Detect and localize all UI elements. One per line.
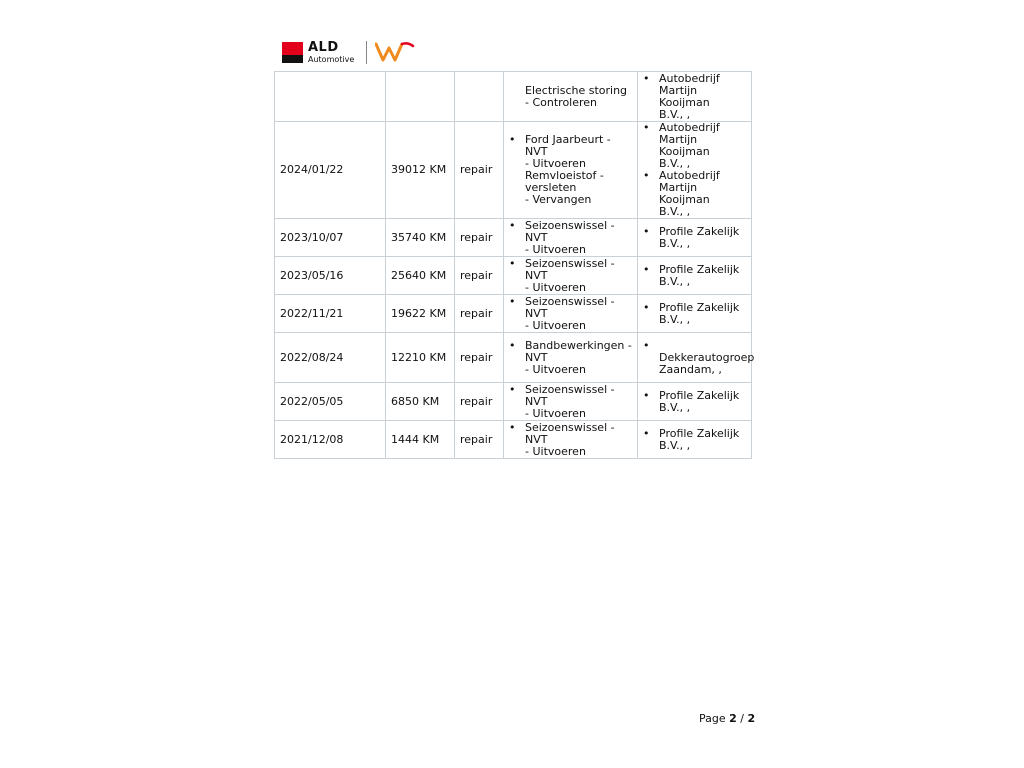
garage-list [643, 226, 746, 250]
garage-item: • Profile Zakelijk B.V., , [643, 264, 746, 288]
table-row [275, 333, 752, 383]
mileage-cell [386, 72, 455, 122]
page-label: Page [699, 712, 726, 725]
work-item: • Bandbewerkingen - NVT - Uitvoeren [509, 340, 632, 376]
mileage-cell: 35740 KM [386, 219, 455, 257]
garage-cell [638, 333, 755, 383]
maintenance-history-table [274, 71, 755, 459]
work-item: • Seizoenswissel - NVT - Uitvoeren [509, 258, 632, 294]
work-list [509, 296, 632, 332]
garage-item: • Profile Zakelijk B.V., , [643, 226, 746, 250]
work-item: Remvloeistof - versleten - Vervangen [525, 169, 604, 206]
garage-list [643, 390, 746, 414]
garage-list [643, 73, 746, 121]
date-cell: 2022/11/21 [275, 295, 386, 333]
garage-cell [638, 421, 752, 459]
garage-list [643, 302, 746, 326]
work-list [509, 384, 632, 420]
type-cell: repair [455, 295, 504, 333]
page-header [282, 40, 482, 66]
type-cell: repair [455, 421, 504, 459]
garage-cell [638, 72, 752, 122]
garage-cell [638, 383, 752, 421]
work-list [509, 340, 632, 376]
work-cell [504, 257, 638, 295]
work-list [509, 134, 632, 206]
garage-cell [638, 257, 752, 295]
work-item: • Seizoenswissel - NVT - Uitvoeren [509, 296, 632, 332]
work-cell [504, 122, 638, 219]
garage-item: • Profile Zakelijk B.V., , [643, 302, 746, 326]
date-cell [275, 72, 386, 122]
date-cell: 2022/08/24 [275, 333, 386, 383]
table-row [275, 122, 752, 219]
date-cell: 2023/10/07 [275, 219, 386, 257]
work-list [509, 258, 632, 294]
table-row [275, 257, 752, 295]
garage-item: • Profile Zakelijk B.V., , [643, 390, 746, 414]
garage-item: • Autobedrijf Martijn Kooijman B.V., , [643, 73, 746, 121]
mileage-cell: 39012 KM [386, 122, 455, 219]
table-row [275, 383, 752, 421]
date-cell: 2023/05/16 [275, 257, 386, 295]
work-cell [504, 219, 638, 257]
date-cell: 2024/01/22 [275, 122, 386, 219]
page-current: 2 [729, 712, 737, 725]
mileage-cell: 25640 KM [386, 257, 455, 295]
work-cell [504, 421, 638, 459]
garage-item: • Autobedrijf Martijn Kooijman B.V., , [643, 170, 746, 218]
page-number [699, 712, 755, 725]
work-list [509, 220, 632, 256]
table-row [275, 72, 752, 122]
ald-logo-text: ALD [308, 40, 339, 55]
type-cell: repair [455, 122, 504, 219]
date-cell: 2022/05/05 [275, 383, 386, 421]
type-cell: repair [455, 257, 504, 295]
work-item: • Ford Jaarbeurt - NVT - Uitvoeren [509, 134, 632, 170]
work-item: • Seizoenswissel - NVT - Uitvoeren [509, 220, 632, 256]
page-total: 2 [747, 712, 756, 725]
ald-logo-subtext: Automotive [308, 55, 355, 64]
garage-cell [638, 122, 752, 219]
garage-item: • Dekkerautogroep Zaandam, , [643, 340, 746, 376]
garage-list [643, 340, 755, 376]
type-cell: repair [455, 219, 504, 257]
mileage-cell: 1444 KM [386, 421, 455, 459]
ald-logo-mark [282, 42, 303, 63]
work-list [509, 422, 632, 458]
work-list [509, 85, 632, 109]
work-cell [504, 295, 638, 333]
table-row [275, 295, 752, 333]
date-cell: 2021/12/08 [275, 421, 386, 459]
table-row [275, 219, 752, 257]
work-cell [504, 72, 638, 122]
work-cell [504, 333, 638, 383]
garage-cell [638, 219, 752, 257]
garage-list [643, 122, 746, 218]
work-item: Electrische storing - Controleren [525, 83, 628, 109]
garage-item: • Autobedrijf Martijn Kooijman B.V., , [643, 122, 746, 170]
garage-item: • Profile Zakelijk B.V., , [643, 428, 746, 452]
work-cell [504, 383, 638, 421]
type-cell [455, 72, 504, 122]
garage-list [643, 428, 746, 452]
garage-list [643, 264, 746, 288]
type-cell: repair [455, 333, 504, 383]
work-item: • Seizoenswissel - NVT - Uitvoeren [509, 422, 632, 458]
logo-divider [366, 41, 367, 64]
page-separator: / [740, 712, 745, 725]
mileage-cell: 19622 KM [386, 295, 455, 333]
work-item: • Seizoenswissel - NVT - Uitvoeren [509, 384, 632, 420]
table-row [275, 421, 752, 459]
mileage-cell: 12210 KM [386, 333, 455, 383]
type-cell: repair [455, 383, 504, 421]
w-logo-icon [375, 40, 415, 64]
garage-cell [638, 295, 752, 333]
mileage-cell: 6850 KM [386, 383, 455, 421]
